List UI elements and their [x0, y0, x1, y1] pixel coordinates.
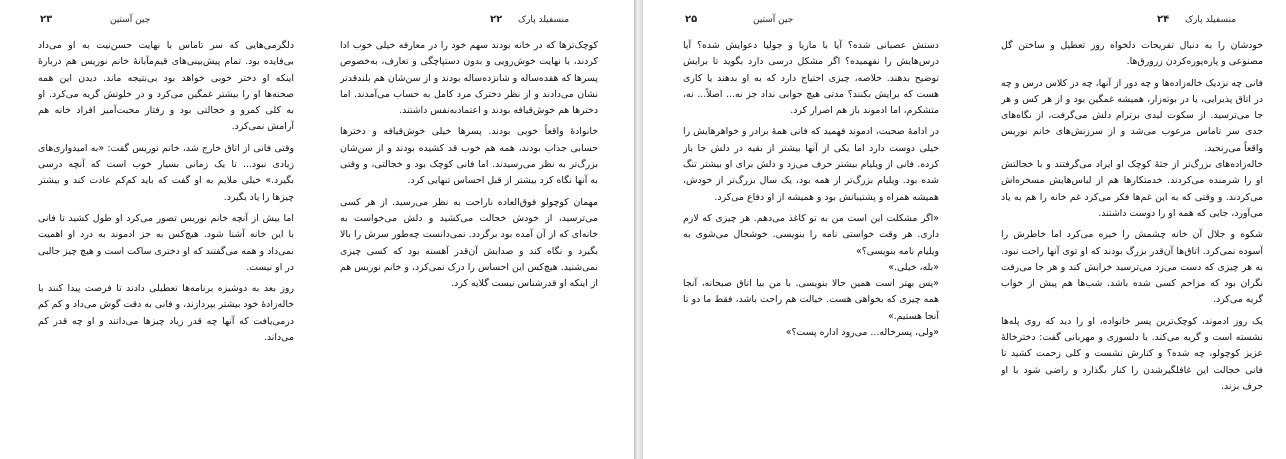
- running-head-title: منسفیلد پارک: [517, 15, 570, 25]
- page-number: ۲۲: [490, 14, 503, 25]
- right-page-header: [490, 13, 569, 27]
- paragraph: در ادامهٔ صحبت، ادموند فهمید که فانی همهٔ برادر و خواهرهایش را خیلی دوست دارد اما یکی از آنها بیشتر از بقیه در دلش جا باز کرده. فانی از ویلیام بیشتر حرف می‌زد و دلش برای او بیشتر تنگ شده بود. ویلیام بزرگ‌تر از همه بود، یک سال بزرگ‌تر از خودش، همیشه همراه و پشتیبانش بود و همیشه از او دفاع می‌کرد.: [683, 126, 939, 203]
- book-gutter: [634, 0, 643, 459]
- running-head-author: جین آستین: [109, 15, 151, 25]
- paragraph: «اگر مشکلت این است من به تو کاغذ می‌دهم. هر چیزی که لازم داری. هر وقت خواستی نامه را بنویسی. خوشحال می‌شوی به ویلیام نامه بنویسی؟»: [683, 212, 939, 257]
- page-number: ۲۳: [40, 14, 53, 25]
- paragraph: وقتی فانی از اتاق خارج شد، خانم نوریس گفت: «به امیدواری‌های زیادی نبود... تا یک زمانی بسیار خوب است که آنچه درسی بگیرد.» خیلی ملایم به او گفت که باید کم‌کم عادت کند و بیشتر چیزها را یاد بگیرد.: [38, 142, 294, 203]
- left-page-header: [40, 13, 150, 27]
- paragraph: دلگرمی‌هایی که سر تاماس با نهایت حسن‌نیت به او می‌داد بی‌فایده بود. تمام پیش‌بینی‌های قیم‌مآبانهٔ خانم نوریس هم دربارهٔ اینکه او دختر خوبی خواهد بود بی‌نتیجه ماند. دیدن این همه صحنه‌ها او را بیشتر غمگین می‌کرد و در خلوتش گریه می‌کرد. او به کلی کمرو و خجالتی بود و رفتار محبت‌آمیز افراد خانه هم آرامش نمی‌کرد.: [38, 40, 294, 133]
- right-spread: [643, 0, 1286, 459]
- paragraph: خاله‌زاده‌های بزرگ‌تر از جثهٔ کوچک او ایراد می‌گرفتند و با خجالتش او را شرمنده می‌کردند. خدمتکارها هم از لباس‌هایش مسخره‌اش می‌کردند. و وقتی که به این غم‌ها فکر می‌کرد غم خانه را هم به یاد می‌آورد، جایی که همه او را دوست داشتند.: [1001, 159, 1263, 219]
- page-23-text: [38, 38, 294, 453]
- page-number: ۲۵: [685, 14, 698, 25]
- paragraph: فانی چه نزدیک خاله‌زاده‌ها و چه دور از آنها، چه در کلاس درس و چه در اتاق پذیرایی، یا در بوته‌زار، همیشه غمگین بود و از هر کس و هر جا می‌ترسید. از سکوت لیدی برترام دلش می‌گرفت، از نگاه‌های جدی سر تاماس مرعوب می‌شد و از سرزنش‌های خانم نوریس واقعاً می‌رنجید.: [1001, 77, 1263, 154]
- paragraph: خانوادهٔ واقعاً خوبی بودند. پسرها خیلی خوش‌قیافه و دخترها حسابی جذاب بودند، همه هم خوب قد کشیده بودند و از سن‌شان بزرگ‌تر به نظر می‌رسیدند. اما فانی کوچک بود و خجالتی، و وقتی به آنها نگاه کرد بیشتر از قبل احساس تنهایی کرد.: [340, 126, 598, 187]
- paragraph: «ولی، پسرخاله... می‌رود اداره پست؟»: [785, 327, 939, 339]
- page-25-text: [683, 38, 939, 453]
- paragraph: دستش عصبانی شده؟ آیا با ماریا و جولیا دعوایش شده؟ آیا درس‌هایش را نفهمیده؟ اگر مشکل درسی دارد بگوید تا برایش توضیح بدهند. خلاصه، چیزی احتیاج دارد که به او بدهند یا کاری هست که برایش بکنند؟ مدتی هیچ جوابی نداد جز نه... اصلاً... نه، متشکرم، اما ادموند باز هم اصرار کرد.: [683, 40, 939, 117]
- paragraph: «پس بهتر است همین حالا بنویسی. با من بیا اتاق صبحانه، آنجا همه چیزی که بخواهی هست. خیالت هم راحت باشد، فقط ما دو تا آنجا هستیم.»: [683, 278, 939, 322]
- paragraph: اما بیش از آنچه خانم نوریس تصور می‌کرد او طول کشید تا فانی با این خانه آشنا شود. هیچ‌کس به جز ادموند به درد او اهمیت نمی‌داد و همه می‌گفتند که او دختری ساکت است و هیچ چیز جالبی در او نیست.: [38, 212, 294, 273]
- running-head-author: جین آستین: [752, 15, 794, 25]
- page-number: ۲۴: [1157, 14, 1170, 25]
- paragraph: مهمان کوچولو فوق‌العاده ناراحت به نظر می‌رسید. از هر کسی می‌ترسید، از خودش خجالت می‌کشید و دلش می‌خواست به خانه‌ای که از آن آمده بود برگردد. نمی‌دانست چه‌طور سرش را بالا بگیرد و نگاه کند و صدایش آن‌قدر آهسته بود که کسی چیزی نمی‌شنید. هیچ‌کس این احساس را درک نمی‌کرد، و خانم نوریس هم از اینکه او قدرشناس نیست گلایه کرد.: [340, 196, 598, 290]
- left-page-header: [685, 13, 793, 27]
- paragraph: «بله، خیلی.»: [888, 261, 939, 273]
- running-head-title: منسفیلد پارک: [1184, 15, 1237, 25]
- paragraph: خودشان را به دنبال تفریحات دلخواه روز تعطیل و ساختن گل مصنوعی و پاره‌پوره‌کردن زرورق‌ها.: [1001, 40, 1263, 68]
- page-24-text: [1001, 38, 1263, 453]
- page-22-text: [340, 38, 598, 453]
- paragraph: شکوه و جلال آن خانه چشمش را خیره می‌کرد اما خاطرش را آسوده نمی‌کرد. اتاق‌ها آن‌قدر بزرگ بودند که او توی آنها راحت نبود. به هر چیزی که دست می‌زد می‌ترسید خرابش کند و هر جا می‌رفت نگران بود که مزاحم کسی شده باشد. شب‌ها هم پیش از خواب گریه می‌کرد.: [1001, 229, 1263, 306]
- paragraph: یک روز ادموند، کوچک‌ترین پسر خانواده، او را دید که روی پله‌ها نشسته است و گریه می‌کند. با دلسوزی و مهربانی گفت: دخترخالهٔ عزیز کوچولو، چه شده؟ و کنارش نشست و کلی زحمت کشید تا فانی خجالت این غافلگیرشدن را کنار بگذارد و راضی شود با او حرف بزند.: [1001, 315, 1263, 392]
- right-page-header: [1157, 13, 1236, 27]
- paragraph: کوچک‌ترها که در خانه بودند سهم خود را در معارفه خیلی خوب ادا کردند، با نهایت خوش‌رویی و بدون دستپاچگی و تعارف، به‌خصوص پسرها که هفده‌ساله و شانزده‌ساله بودند و از سن‌شان هم بلندقدتر نشان می‌دادند و از نظر دخترک مرد کامل به حساب می‌آمدند. اما دخترها هم خوش‌قیافه بودند و اعتمادبه‌نفس داشتند.: [340, 40, 598, 117]
- paragraph: روز بعد به دوشیزه برنامه‌ها تعطیلی دادند تا فرصت پیدا کنند با خاله‌زادهٔ خود بیشتر بپردازند، و فانی به دقت گوش می‌داد و کم کم درمی‌یافت که آنها چه قدر زیاد چیزها می‌دانند و او چه قدر کم می‌داند.: [38, 283, 294, 344]
- left-spread: [0, 0, 634, 459]
